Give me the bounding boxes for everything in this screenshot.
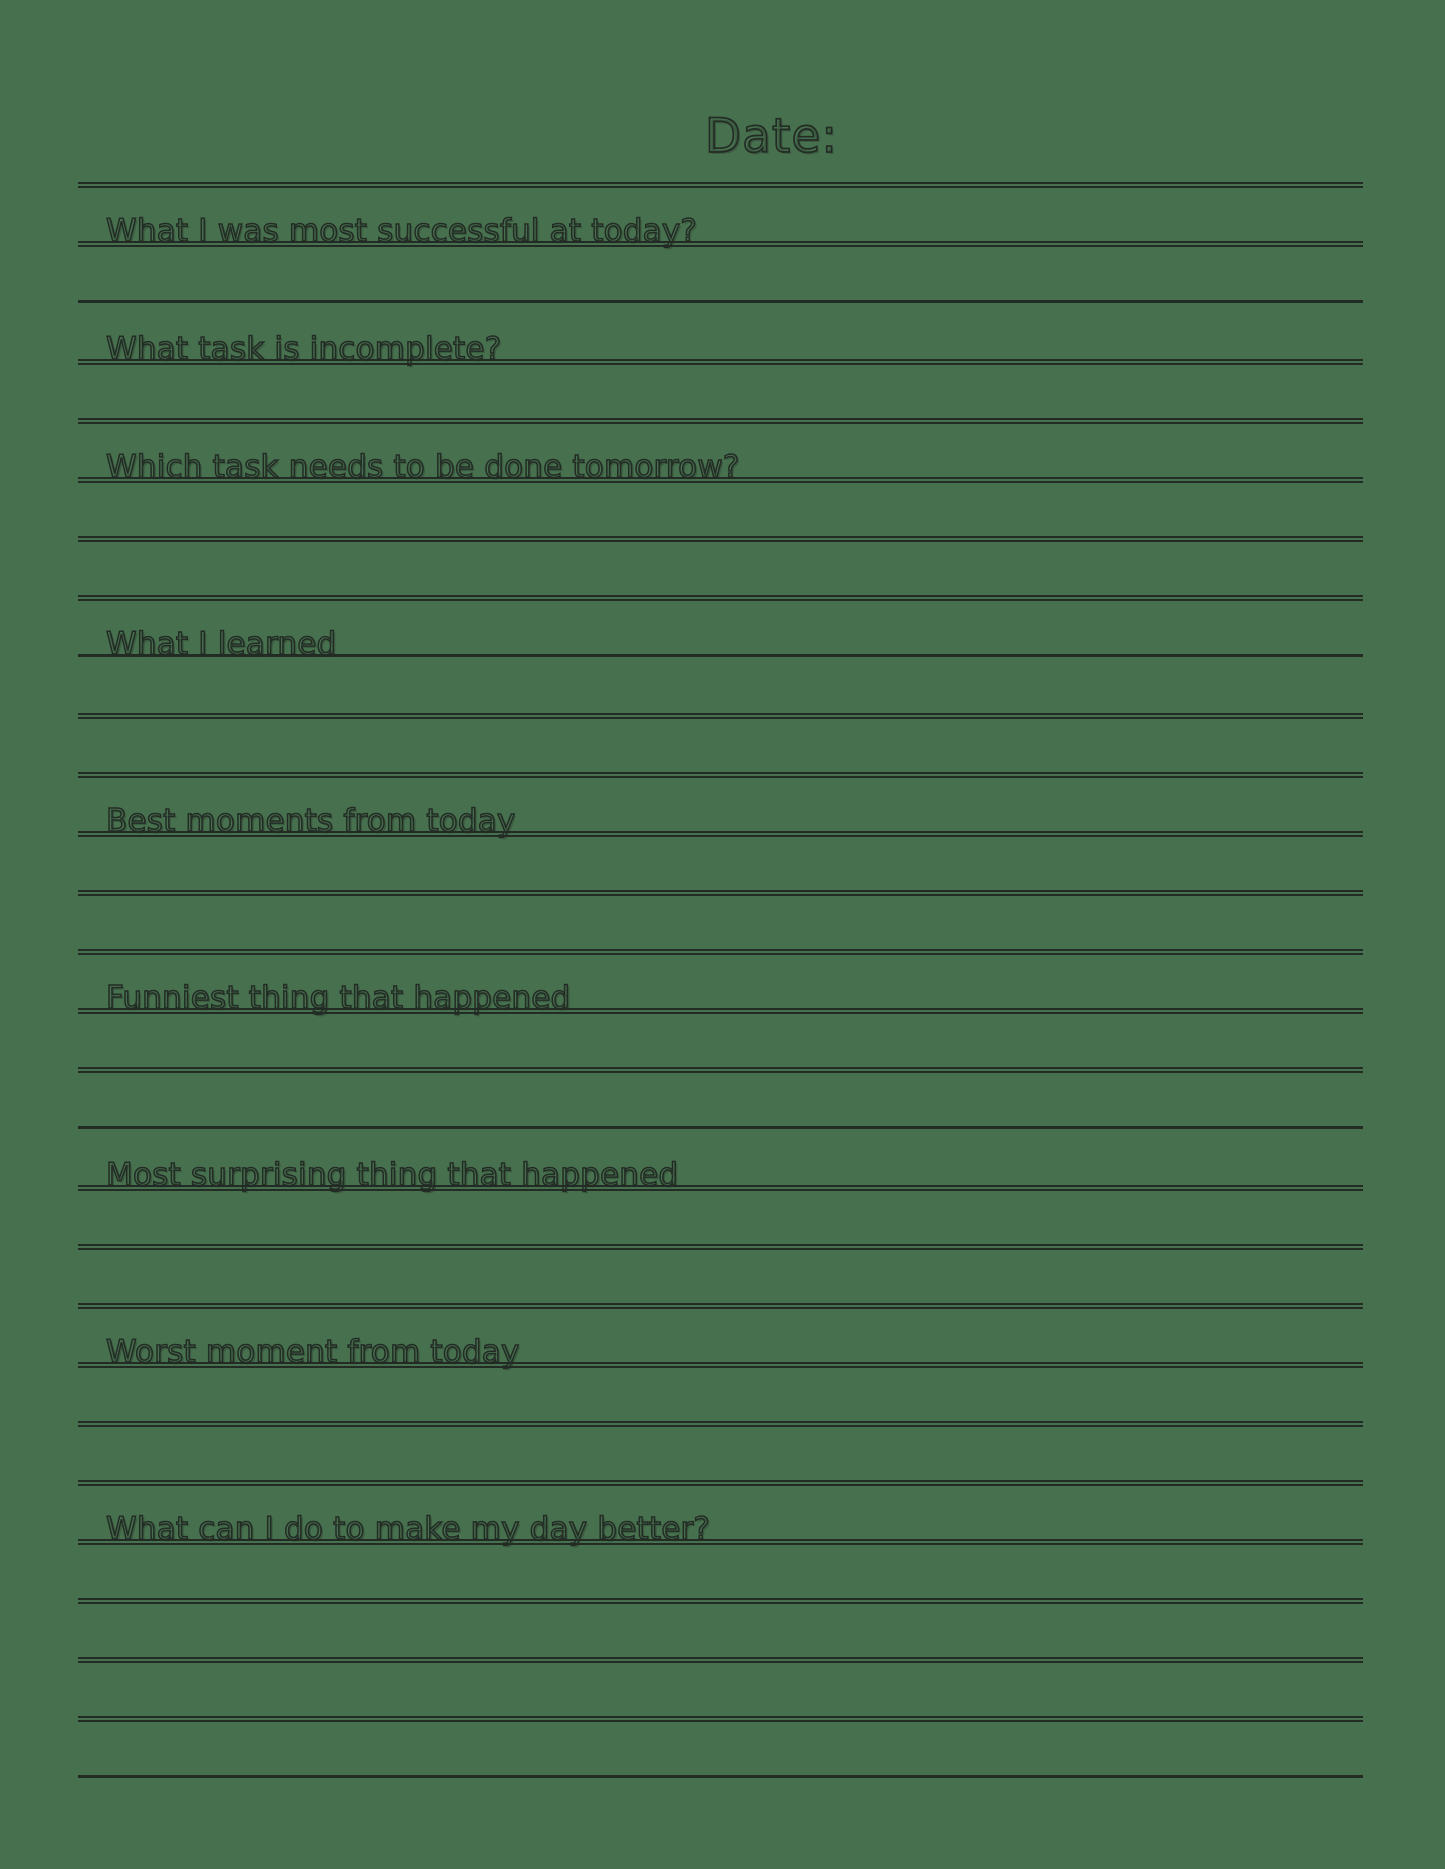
answer-space <box>78 247 1363 300</box>
answer-space <box>78 1073 1363 1126</box>
date-label: Date: <box>704 109 839 164</box>
prompt-label: Best moments from today <box>106 803 516 839</box>
answer-space <box>78 1663 1363 1716</box>
answer-space <box>78 1722 1363 1775</box>
prompt-label: Most surprising thing that happened <box>106 1157 679 1193</box>
answer-space <box>78 542 1363 595</box>
answer-space <box>78 1545 1363 1598</box>
prompt-row <box>78 778 1363 839</box>
prompt-label: What can I do to make my day better? <box>106 1511 711 1547</box>
ruled-sheet <box>78 182 1363 1781</box>
prompt-label: Which task needs to be done tomorrow? <box>106 449 740 485</box>
prompt-row <box>78 1132 1363 1193</box>
prompt-row <box>78 188 1363 249</box>
answer-space <box>78 1014 1363 1067</box>
ruled-line <box>78 1775 1363 1781</box>
answer-space <box>78 365 1363 418</box>
prompt-label: What task is incomplete? <box>106 331 502 367</box>
prompt-row <box>78 955 1363 1016</box>
answer-space <box>78 1368 1363 1421</box>
prompt-row <box>78 424 1363 485</box>
answer-space <box>78 1427 1363 1480</box>
prompt-label: Worst moment from today <box>106 1334 520 1370</box>
answer-space <box>78 896 1363 949</box>
answer-space <box>78 1191 1363 1244</box>
prompt-label: What I learned <box>106 626 337 662</box>
prompt-label: What I was most successful at today? <box>106 213 698 249</box>
prompt-row <box>78 1309 1363 1370</box>
prompt-row <box>78 306 1363 367</box>
prompt-label: Funniest thing that happened <box>106 980 571 1016</box>
answer-space <box>78 483 1363 536</box>
prompt-row <box>78 1486 1363 1547</box>
answer-space <box>78 1250 1363 1303</box>
answer-space <box>78 837 1363 890</box>
answer-space <box>78 1604 1363 1657</box>
answer-space <box>78 660 1363 713</box>
answer-space <box>78 719 1363 772</box>
prompt-row <box>78 601 1363 662</box>
